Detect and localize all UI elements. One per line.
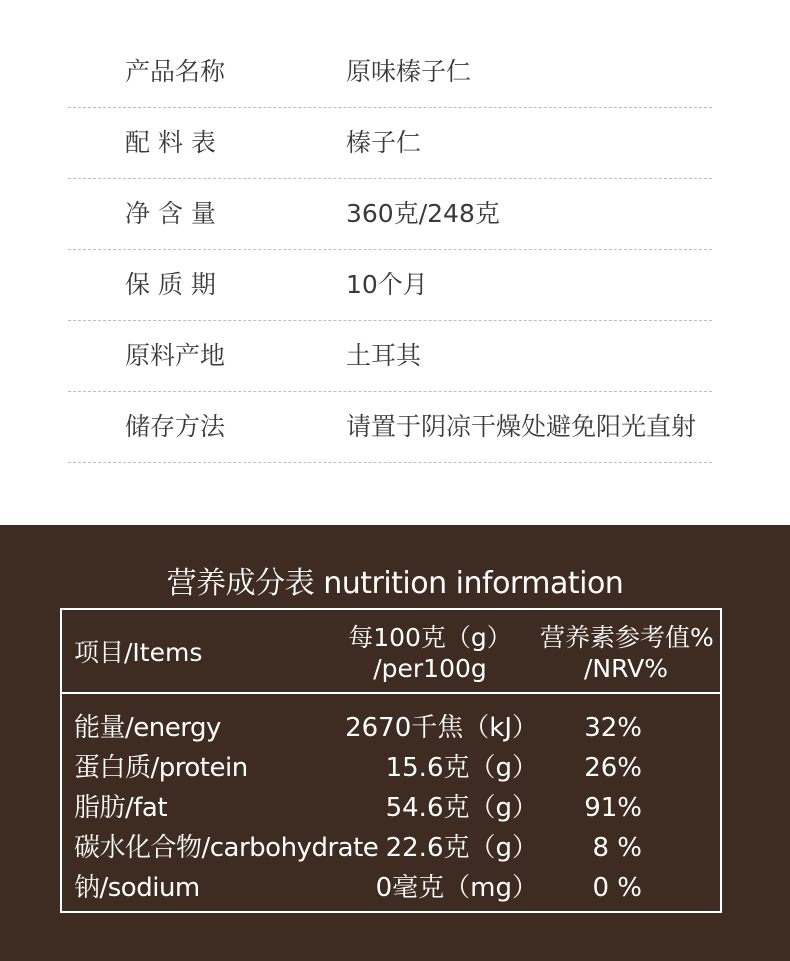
nutrition-section [0, 525, 790, 961]
nutrient-per-100g: 15.6克（g） [385, 753, 538, 783]
spec-label: 保 质 期 [125, 270, 216, 299]
spec-value: 原味榛子仁 [346, 57, 472, 86]
nutrient-nrv: 8 % [592, 833, 642, 863]
table-row [62, 708, 720, 748]
nutrient-name: 钠/sodium [74, 873, 200, 903]
nutrient-name: 脂肪/fat [74, 793, 168, 823]
nutrient-nrv: 26% [584, 753, 642, 783]
table-row [62, 868, 720, 908]
nutrition-table-header [62, 610, 720, 694]
nutrient-per-100g: 2670千焦（kJ） [345, 713, 538, 743]
spec-row-ingredients [68, 107, 712, 179]
nutrient-name: 能量/energy [74, 713, 221, 743]
spec-row-shelf-life [68, 249, 712, 321]
nutrition-title: 营养成分表 nutrition information [166, 566, 624, 601]
spec-value: 10个月 [346, 270, 428, 299]
spec-label: 储存方法 [125, 412, 226, 441]
spec-row-net-weight [68, 178, 712, 250]
header-nrv [540, 622, 712, 684]
nutrient-name: 蛋白质/protein [74, 753, 248, 783]
header-per-line2: /per100g [373, 654, 487, 683]
header-nrv-line2: /NRV% [584, 654, 668, 683]
spec-value: 360克/248克 [346, 199, 500, 228]
spec-row-name [68, 36, 712, 108]
header-per-100g [345, 622, 515, 684]
nutrient-per-100g: 0毫克（mg） [375, 873, 538, 903]
spec-value: 土耳其 [346, 341, 422, 370]
nutrient-name: 碳水化合物/carbohydrate [74, 833, 379, 863]
spec-label: 产品名称 [125, 57, 226, 86]
nutrient-nrv: 0 % [592, 873, 642, 903]
nutrition-table [60, 608, 722, 913]
table-row [62, 748, 720, 788]
nutrient-nrv: 32% [584, 713, 642, 743]
nutrient-nrv: 91% [584, 793, 642, 823]
spec-row-storage [68, 391, 712, 463]
table-row [62, 828, 720, 868]
header-per-line1: 每100克（g） [348, 623, 512, 652]
nutrient-per-100g: 22.6克（g） [385, 833, 538, 863]
spec-value: 榛子仁 [346, 128, 422, 157]
spec-label: 原料产地 [125, 341, 226, 370]
nutrient-per-100g: 54.6克（g） [385, 793, 538, 823]
spec-label: 净 含 量 [125, 199, 216, 228]
header-nrv-line1: 营养素参考值% [540, 623, 714, 652]
spec-row-origin [68, 320, 712, 392]
table-row [62, 788, 720, 828]
spec-value: 请置于阴凉干燥处避免阳光直射 [346, 412, 697, 441]
spec-label: 配 料 表 [125, 128, 216, 157]
header-items: 项目/Items [74, 638, 203, 667]
